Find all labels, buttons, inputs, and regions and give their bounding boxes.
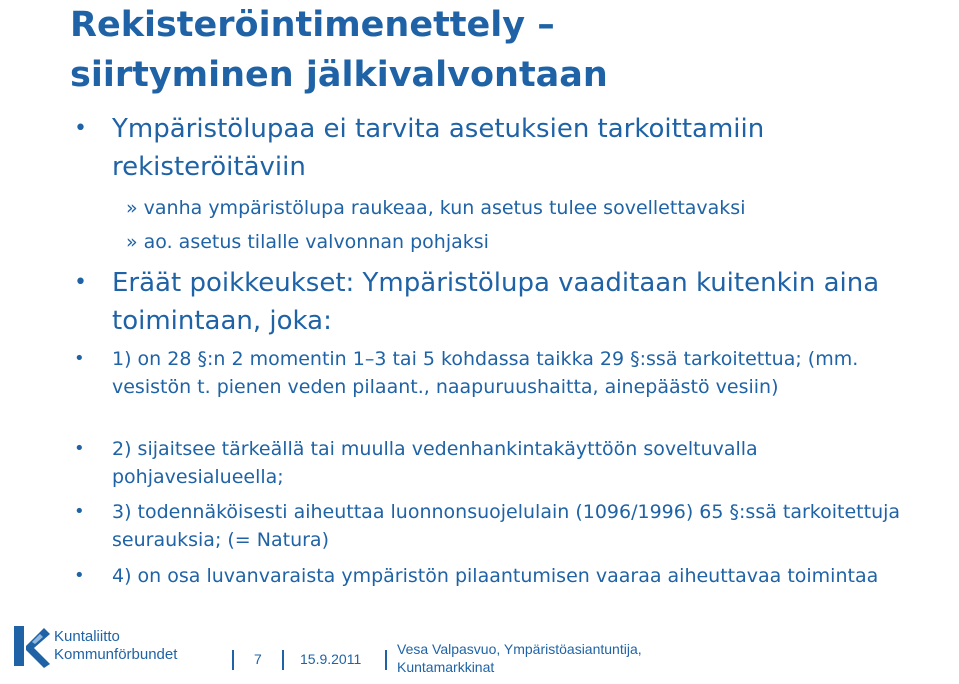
page-number: 7 bbox=[254, 651, 262, 667]
footer-separator bbox=[385, 650, 387, 670]
footer-separator bbox=[232, 650, 234, 670]
sub-item: » ao. asetus tilalle valvonnan pohjaksi bbox=[126, 231, 489, 253]
presentation-date: 15.9.2011 bbox=[300, 651, 362, 667]
bullet-main: • Ympäristölupaa ei tarvita asetuksien tarkoittamiin rekisteröitäviin bbox=[112, 110, 932, 186]
slide-title-line1: Rekisteröintimenettely – bbox=[70, 5, 555, 45]
slide-footer bbox=[0, 612, 959, 684]
author-info bbox=[397, 640, 837, 676]
slide-title-line2: siirtyminen jälkivalvontaan bbox=[70, 55, 608, 95]
kuntaliitto-logo bbox=[10, 622, 200, 678]
logo-text-line2: Kommunförbundet bbox=[54, 646, 178, 663]
author-line2: Kuntamarkkinat bbox=[397, 659, 495, 675]
footer-separator bbox=[282, 650, 284, 670]
logo-text-line1: Kuntaliitto bbox=[54, 628, 120, 645]
sub-item: » vanha ympäristölupa raukeaa, kun asetus tulee sovellettavaksi bbox=[126, 197, 746, 219]
slide-title bbox=[70, 0, 950, 100]
bullet-detail: • 1) on 28 §:n 2 momentin 1–3 tai 5 kohdassa taikka 29 §:ssä tarkoitettua; (mm. vesistön t. pienen veden pilaant., naapuruushaitta, ainepäästö vesiin) bbox=[112, 345, 912, 401]
bullet-detail: • 3) todennäköisesti aiheuttaa luonnonsuojelulain (1096/1996) 65 §:ssä tarkoitettuja seurauksia; (= Natura) bbox=[112, 498, 912, 554]
bullet-detail: • 2) sijaitsee tärkeällä tai muulla vedenhankintakäyttöön soveltuvalla pohjavesialueella; bbox=[112, 435, 912, 491]
author-line1: Vesa Valpasvuo, Ympäristöasiantuntija, bbox=[397, 641, 642, 657]
kuntaliitto-logo-icon bbox=[10, 622, 50, 670]
logo-text bbox=[54, 628, 177, 664]
bullet-main: • Eräät poikkeukset: Ympäristölupa vaaditaan kuitenkin aina toimintaan, joka: bbox=[112, 264, 932, 340]
bullet-detail: • 4) on osa luvanvaraista ympäristön pilaantumisen vaaraa aiheuttavaa toimintaa bbox=[112, 562, 912, 590]
